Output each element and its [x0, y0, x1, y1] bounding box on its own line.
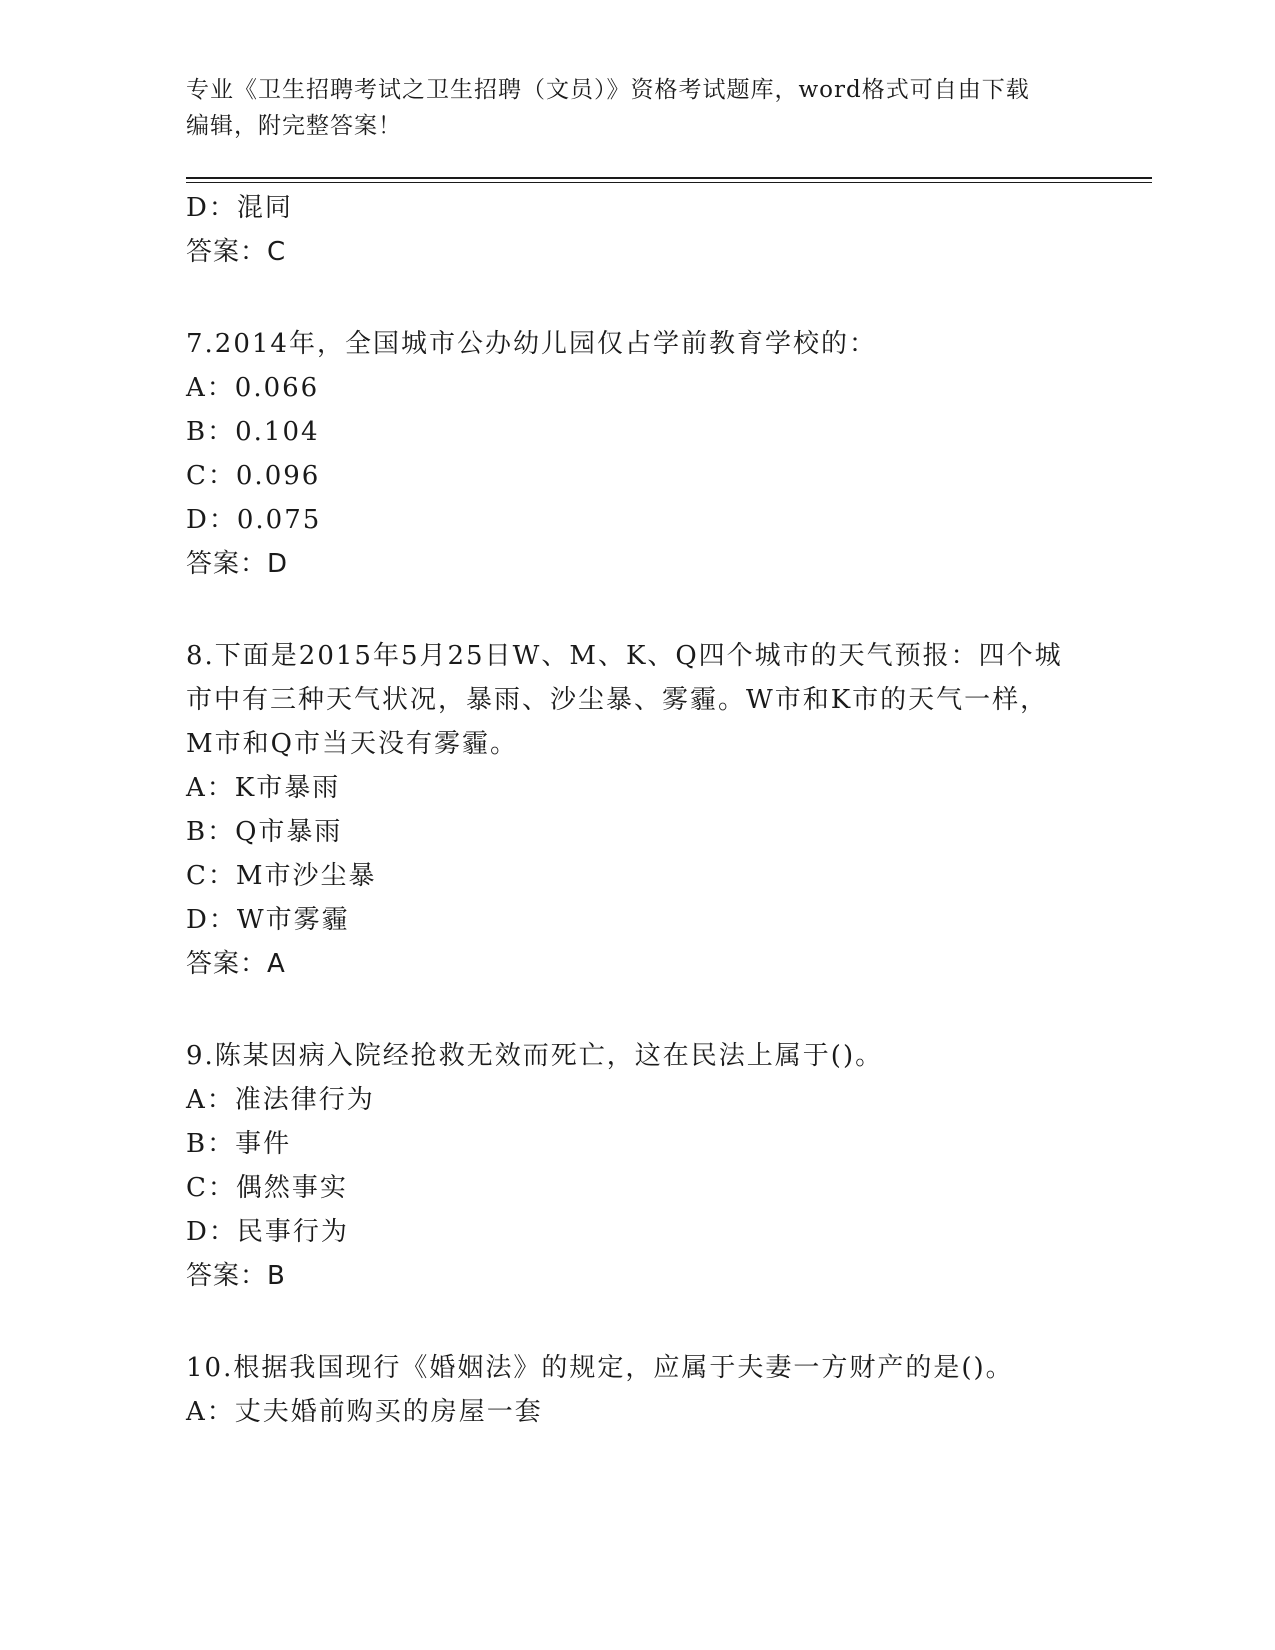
- q8-stem-line-3: M市和Q市当天没有雾霾。: [186, 729, 518, 759]
- q6-option-d: D：混同: [186, 193, 293, 223]
- q7-option-a: A：0.066: [186, 373, 320, 403]
- q7-answer: 答案：D: [186, 549, 289, 579]
- q9-option-d: D：民事行为: [186, 1217, 349, 1247]
- q8-option-a: A：K市暴雨: [186, 773, 341, 803]
- q7-option-d: D：0.075: [186, 505, 322, 535]
- q9-option-c: C：偶然事实: [186, 1173, 348, 1203]
- header-line-2: 编辑，附完整答案！: [186, 113, 402, 139]
- q7-option-b: B：0.104: [186, 417, 320, 447]
- q9-answer: 答案：B: [186, 1261, 286, 1291]
- q9-stem: 9.陈某因病入院经抢救无效而死亡，这在民法上属于()。: [186, 1041, 884, 1071]
- q10-stem: 10.根据我国现行《婚姻法》的规定，应属于夫妻一方财产的是()。: [186, 1353, 1014, 1383]
- header-rule-bottom: [186, 182, 1152, 183]
- q8-option-c: C：M市沙尘暴: [186, 861, 377, 891]
- q9-option-b: B：事件: [186, 1129, 292, 1159]
- q8-stem-line-1: 8.下面是2015年5月25日W、M、K、Q四个城市的天气预报：四个城: [186, 641, 1063, 671]
- q7-stem: 7.2014年，全国城市公办幼儿园仅占学前教育学校的：: [186, 329, 877, 359]
- q9-option-a: A：准法律行为: [186, 1085, 375, 1115]
- header-line-1: 专业《卫生招聘考试之卫生招聘（文员）》资格考试题库，word格式可自由下载: [186, 77, 1030, 103]
- q8-option-b: B：Q市暴雨: [186, 817, 343, 847]
- q10-option-a: A：丈夫婚前购买的房屋一套: [186, 1397, 543, 1427]
- q7-option-c: C：0.096: [186, 461, 321, 491]
- q6-answer: 答案：C: [186, 237, 287, 267]
- q8-option-d: D：W市雾霾: [186, 905, 350, 935]
- document-header: [186, 72, 1066, 144]
- q8-stem-line-2: 市中有三种天气状况，暴雨、沙尘暴、雾霾。W市和K市的天气一样，: [186, 685, 1049, 715]
- q8-answer: 答案：A: [186, 949, 286, 979]
- header-rule-top: [186, 177, 1152, 179]
